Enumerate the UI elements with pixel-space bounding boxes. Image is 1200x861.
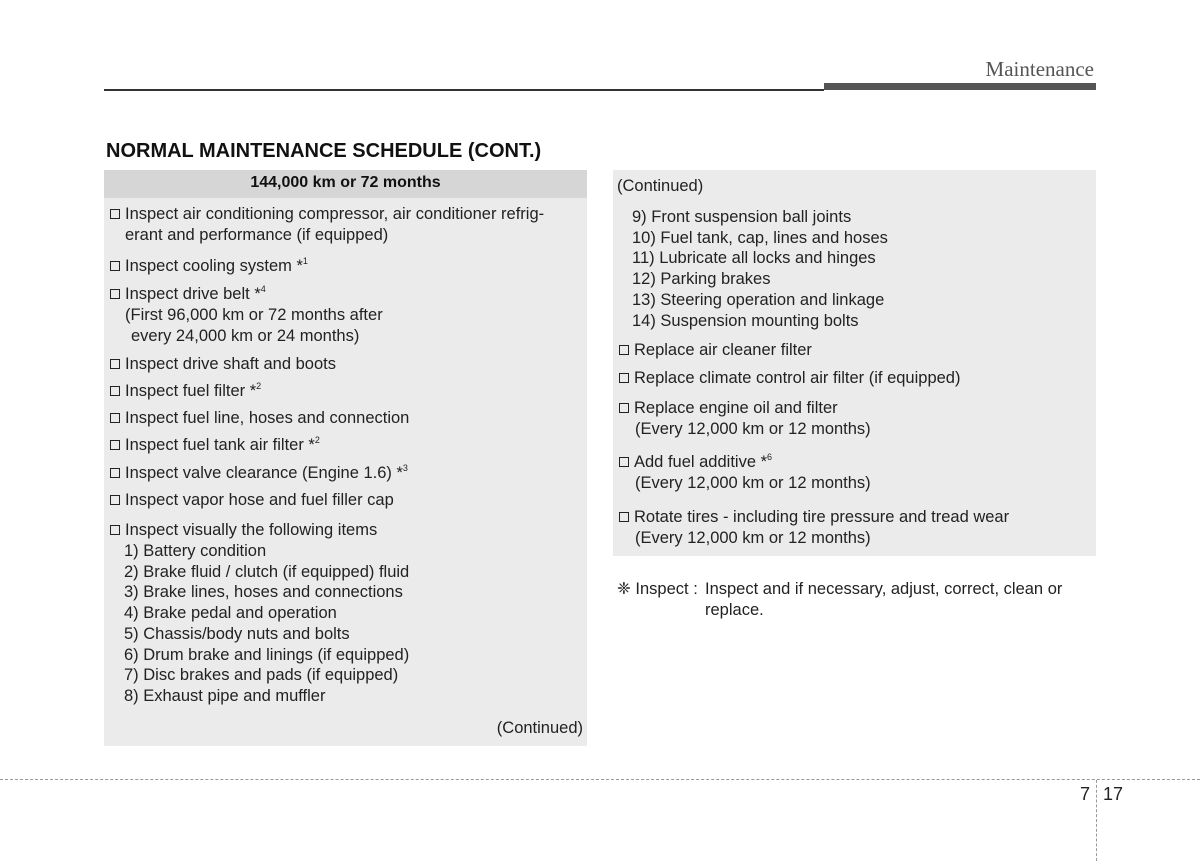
sub-item: 4) Brake pedal and operation	[124, 604, 337, 622]
inspect-note-label: ❈ Inspect :	[617, 580, 698, 598]
footer-page-divider	[1096, 780, 1097, 861]
list-item: Inspect fuel line, hoses and connection	[110, 408, 409, 428]
sub-item: 14) Suspension mounting bolts	[632, 312, 859, 330]
checkbox-icon	[619, 373, 629, 383]
list-item: Inspect cooling system *$^1$	[110, 256, 308, 276]
sub-item: 8) Exhaust pipe and muffler	[124, 687, 326, 705]
checkbox-icon	[110, 289, 120, 299]
sub-item: 1) Battery condition	[124, 542, 267, 560]
sub-item: 5) Chassis/body nuts and bolts	[124, 625, 350, 643]
sub-item: 13) Steering operation and linkage	[632, 291, 885, 309]
list-item: Add fuel additive *$^6$	[619, 452, 772, 472]
header-rule	[104, 89, 824, 91]
checkbox-icon	[110, 359, 120, 369]
list-item-note: (Every 12,000 km or 12 months)	[635, 474, 871, 492]
sub-item: 10) Fuel tank, cap, lines and hoses	[632, 229, 888, 247]
list-item: Replace engine oil and filter	[619, 398, 838, 418]
list-item: Inspect vapor hose and fuel filler cap	[110, 490, 394, 510]
sub-item: 12) Parking brakes	[632, 270, 771, 288]
list-item: Replace air cleaner filter	[619, 340, 812, 360]
checkbox-icon	[110, 413, 120, 423]
list-item: Rotate tires - including tire pressure and tread wear	[619, 507, 1009, 527]
inspect-note-text: Inspect and if necessary, adjust, correct, clean or	[705, 580, 1063, 598]
page-number: 17	[1103, 784, 1124, 804]
list-item: Inspect air conditioning compressor, air conditioner refrig-	[110, 204, 544, 224]
list-item-note: (Every 12,000 km or 12 months)	[635, 420, 871, 438]
chapter-number: 7	[1080, 784, 1091, 804]
list-item: Replace climate control air filter (if equipped)	[619, 368, 960, 388]
sub-item: 7) Disc brakes and pads (if equipped)	[124, 666, 399, 684]
sub-item: 6) Drum brake and linings (if equipped)	[124, 646, 410, 664]
list-item-note: (Every 12,000 km or 12 months)	[635, 529, 871, 547]
checkbox-icon	[110, 440, 120, 450]
continued-label: (Continued)	[496, 719, 583, 737]
right-schedule-panel	[613, 170, 1096, 556]
list-item: Inspect drive belt *$^4$	[110, 284, 266, 304]
section-title: NORMAL MAINTENANCE SCHEDULE (CONT.)	[106, 140, 542, 162]
sub-item: 11) Lubricate all locks and hinges	[632, 249, 876, 267]
sub-item: 2) Brake fluid / clutch (if equipped) fluid	[124, 563, 410, 581]
checkbox-icon	[110, 261, 120, 271]
checkbox-icon	[619, 345, 629, 355]
footer-divider	[0, 779, 1200, 780]
checkbox-icon	[110, 386, 120, 396]
checkbox-icon	[619, 512, 629, 522]
checkbox-icon	[110, 468, 120, 478]
checkbox-icon	[619, 403, 629, 413]
inspect-note-text: replace.	[705, 601, 764, 619]
checkbox-icon	[619, 457, 629, 467]
header-rule-accent	[824, 83, 1096, 90]
list-item: Inspect valve clearance (Engine 1.6) *$^3$	[110, 463, 408, 483]
checkbox-icon	[110, 209, 120, 219]
sub-item: 9) Front suspension ball joints	[632, 208, 852, 226]
sub-item: 3) Brake lines, hoses and connections	[124, 583, 403, 601]
interval-header: 144,000 km or 72 months	[104, 170, 587, 198]
list-item-note: (First 96,000 km or 72 months after	[125, 306, 383, 324]
continued-label: (Continued)	[617, 177, 704, 195]
left-schedule-panel	[104, 170, 587, 746]
list-item-note: every 24,000 km or 24 months)	[131, 327, 360, 345]
list-item: Inspect fuel filter *$^2$	[110, 381, 261, 401]
list-item: Inspect visually the following items	[110, 520, 377, 540]
header-title: Maintenance	[985, 57, 1094, 81]
list-item: Inspect drive shaft and boots	[110, 354, 336, 374]
checkbox-icon	[110, 495, 120, 505]
list-item: Inspect fuel tank air filter *$^2$	[110, 435, 320, 455]
checkbox-icon	[110, 525, 120, 535]
list-item-continuation: erant and performance (if equipped)	[125, 226, 389, 244]
